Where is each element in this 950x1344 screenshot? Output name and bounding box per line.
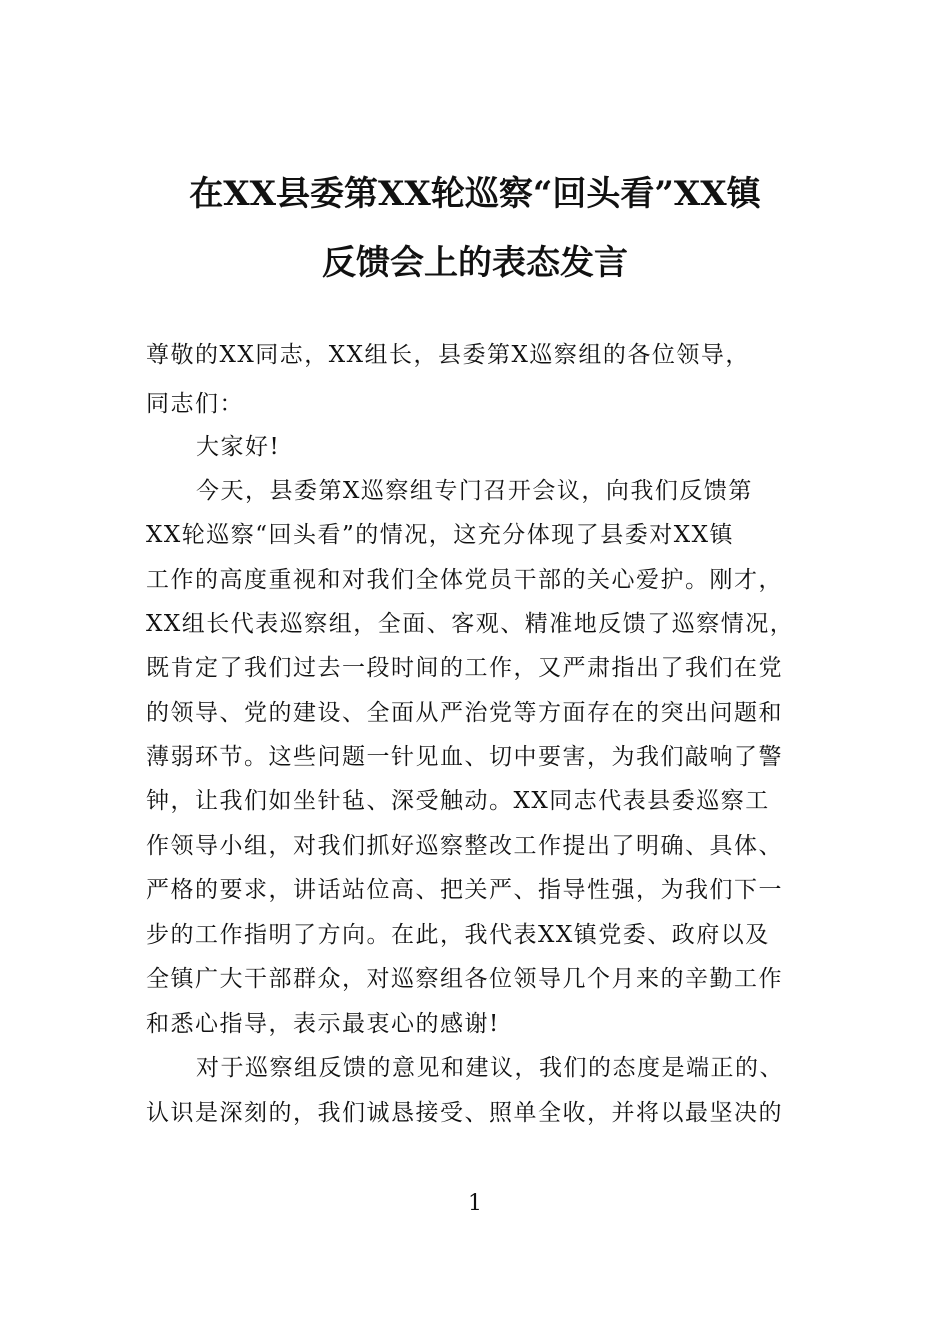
paragraph-1-line: 既肯定了我们过去一段时间的工作，又严肃指出了我们在党 [146, 655, 783, 681]
paragraph-1-line: XX组长代表巡察组，全面、客观、精准地反馈了巡察情况， [146, 611, 795, 637]
paragraph-2-line: 认识是深刻的，我们诚恳接受、照单全收，并将以最坚决的 [146, 1100, 783, 1126]
paragraph-1-line: 严格的要求，讲话站位高、把关严、指导性强，为我们下一 [146, 877, 783, 903]
salutation-line-1: 尊敬的XX同志，XX组长，县委第X巡察组的各位领导， [146, 342, 750, 368]
page-number: 1 [468, 1191, 482, 1216]
paragraph-1-line: 钟，让我们如坐针毡、深受触动。XX同志代表县委巡察工 [146, 788, 770, 814]
paragraph-1-line: 今天，县委第X巡察组专门召开会议，向我们反馈第 [196, 478, 753, 504]
paragraph-1-line: 作领导小组，对我们抓好巡察整改工作提出了明确、具体、 [146, 833, 783, 859]
paragraph-1-line: 薄弱环节。这些问题一针见血、切中要害，为我们敲响了警 [146, 744, 783, 770]
paragraph-1-line: 工作的高度重视和对我们全体党员干部的关心爱护。刚才， [146, 567, 783, 593]
paragraph-1-line: 的领导、党的建设、全面从严治党等方面存在的突出问题和 [146, 700, 783, 726]
paragraph-1-line: 步的工作指明了方向。在此，我代表XX镇党委、政府以及 [146, 922, 770, 948]
document-title-line-2: 反馈会上的表态发言 [322, 243, 628, 283]
paragraph-1-line: 全镇广大干部群众，对巡察组各位领导几个月来的辛勤工作 [146, 966, 783, 992]
greeting: 大家好! [196, 434, 281, 460]
paragraph-2-line: 对于巡察组反馈的意见和建议，我们的态度是端正的、 [196, 1055, 784, 1081]
paragraph-1-line: 和悉心指导，表示最衷心的感谢! [146, 1011, 500, 1037]
document-title-line-1: 在XX县委第XX轮巡察“回头看”XX镇 [189, 174, 761, 214]
paragraph-1-line: XX轮巡察“回头看”的情况，这充分体现了县委对XX镇 [146, 522, 735, 548]
salutation-line-2: 同志们： [146, 391, 244, 417]
